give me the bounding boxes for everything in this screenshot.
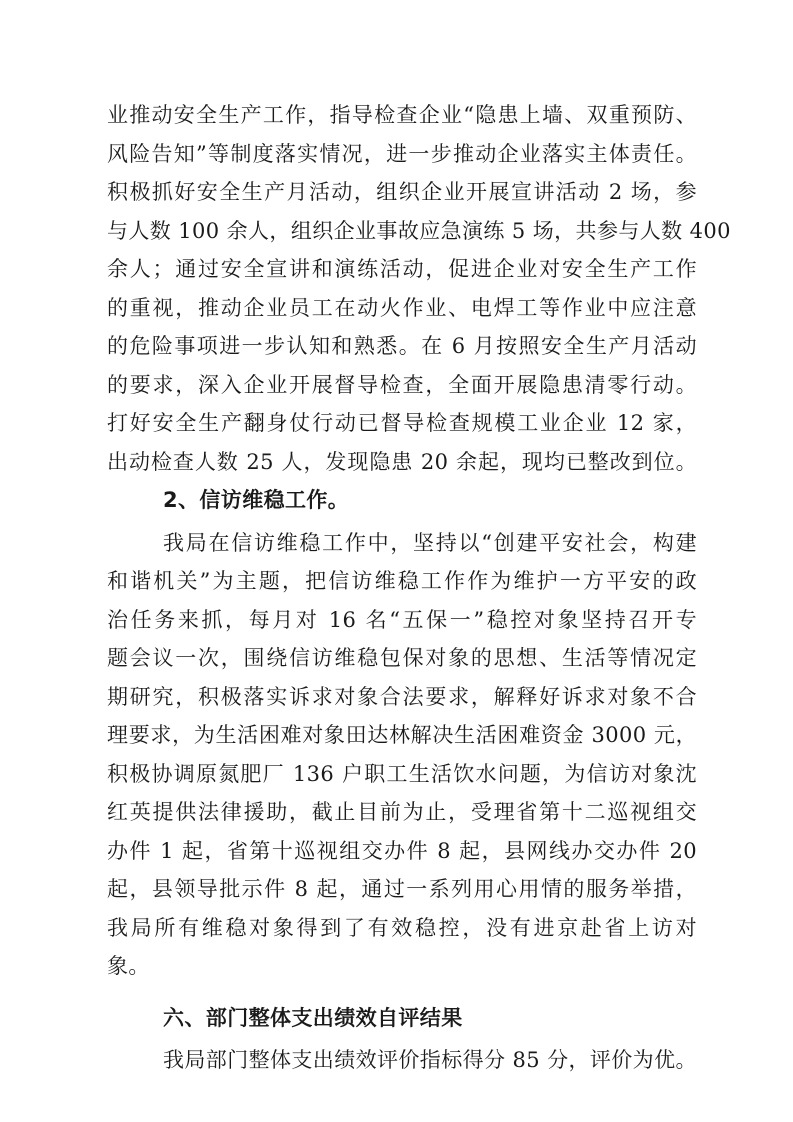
text-line: 题会议一次，围绕信访维稳包保对象的思想、生活等情况定 [107,646,697,670]
text-line: 的要求，深入企业开展督导检查，全面开展隐患清零行动。 [107,372,697,397]
text-line: 的危险事项进一步认知和熟悉。在 6 月按照安全生产月活动 [107,334,697,358]
text-line: 业推动安全生产工作，指导检查企业“隐患上墙、双重预防、 [107,103,697,127]
text-line: 理要求，为生活困难对象田达林解决生活困难资金 3000 元， [107,723,697,747]
text-line: 的重视，推动企业员工在动火作业、电焊工等作业中应注意 [107,295,697,320]
paragraph-petition-work [107,524,697,986]
text-line: 期研究，积极落实诉求对象合法要求，解释好诉求对象不合 [107,684,697,709]
text-line: 我局在信访维稳工作中，坚持以“创建平安社会，构建 [163,530,697,555]
text-line: 余人；通过安全宣讲和演练活动，促进企业对安全生产工作 [107,257,697,281]
text-line: 象。 [107,954,150,978]
text-line: 风险告知”等制度落实情况，进一步推动企业落实主体责任。 [107,141,697,166]
text-line: 起，县领导批示件 8 起，通过一系列用心用情的服务举措， [107,877,697,901]
document-page [107,96,731,1080]
section-heading-self-evaluation: 六、部门整体支出绩效自评结果 [163,1005,463,1030]
text-line: 与人数 100 余人，组织企业事故应急演练 5 场，共参与人数 400 [107,218,731,243]
text-line: 和谐机关”为主题，把信访维稳工作作为维护一方平安的政 [107,569,697,593]
paragraph-safety-production [107,96,731,481]
paragraph-evaluation-result: 我局部门整体支出绩效评价指标得分 85 分，评价为优。 [163,1048,697,1072]
text-line: 我局所有维稳对象得到了有效稳控，没有进京赴省上访对 [107,915,697,940]
text-line: 红英提供法律援助，截止目前为止，受理省第十二巡视组交 [107,800,697,824]
text-line: 积极抓好安全生产月活动，组织企业开展宣讲活动 2 场，参 [107,180,697,204]
text-line: 积极协调原氮肥厂 136 户职工生活饮水问题，为信访对象沈 [107,761,697,786]
text-line: 出动检查人数 25 人，发现隐患 20 余起，现均已整改到位。 [107,449,697,474]
text-line: 办件 1 起，省第十巡视组交办件 8 起，县网线办交办件 20 [107,838,697,863]
section-heading-petition: 2、信访维稳工作。 [163,488,350,512]
text-line: 打好安全生产翻身仗行动已督导检查规模工业企业 12 家， [107,411,697,435]
text-line: 治任务来抓，每月对 16 名“五保一”稳控对象坚持召开专 [107,607,697,632]
